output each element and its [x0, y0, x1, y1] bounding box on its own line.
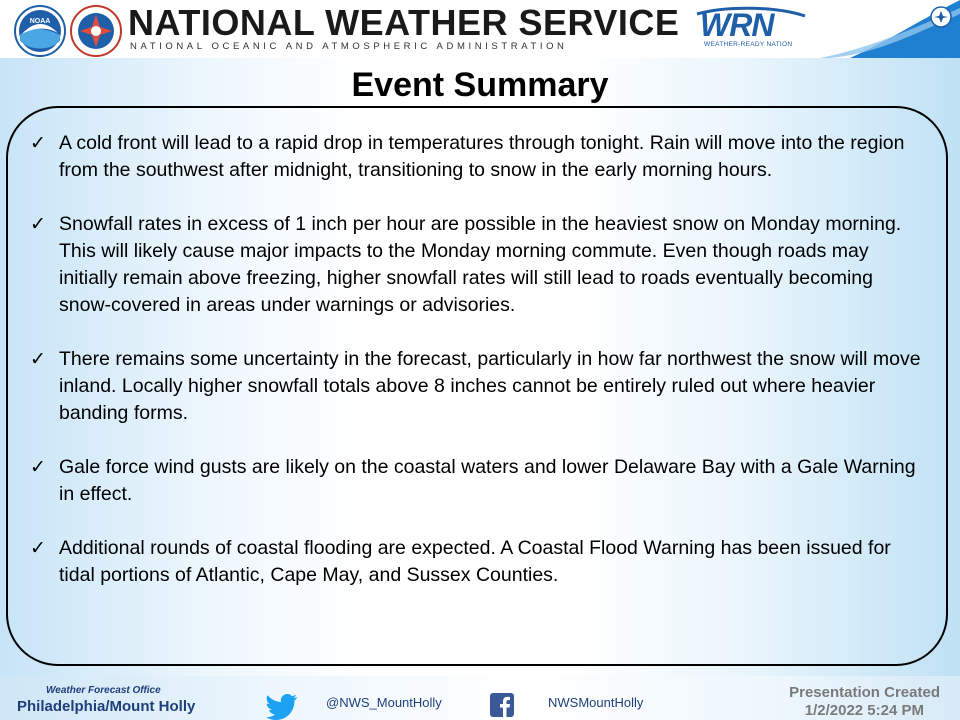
- twitter-icon[interactable]: [266, 694, 298, 720]
- bullet-item: [30, 130, 930, 184]
- svg-text:NOAA: NOAA: [29, 18, 51, 25]
- bullet-item: [30, 211, 930, 319]
- bullet-text: Gale force wind gusts are likely on the coastal waters and lower Delaware Bay with a Gale Warning in effect.: [59, 456, 916, 505]
- wrn-logo-text: WRN: [700, 7, 774, 43]
- twitter-handle[interactable]: @NWS_MountHolly: [326, 695, 442, 710]
- bullet-item: [30, 346, 930, 427]
- org-subtitle: NATIONAL OCEANIC AND ATMOSPHERIC ADMINISTRATION: [130, 41, 568, 52]
- check-icon: ✓: [30, 457, 46, 478]
- bullet-item: [30, 454, 930, 508]
- bullet-text: A cold front will lead to a rapid drop in temperatures through tonight. Rain will move into the region from the southwest after midnight, transitioning to snow in the early morning hours.: [59, 132, 905, 181]
- bullet-text: Snowfall rates in excess of 1 inch per hour are possible in the heaviest snow on Monday morning. This will likely cause major impacts to the Monday morning commute. Even though roads may initially remain above freezing, higher snowfall rates will still lead to roads eventually becoming snow-covered in areas under warnings or advisories.: [59, 213, 902, 316]
- bullet-text: There remains some uncertainty in the forecast, particularly in how far northwest the snow will move inland. Locally higher snowfall totals above 8 inches cannot be entirely ruled out where heavier banding forms.: [59, 348, 921, 424]
- bullet-text: Additional rounds of coastal flooding are expected. A Coastal Flood Warning has been issued for tidal portions of Atlantic, Cape May, and Sussex Counties.: [59, 537, 891, 586]
- slide-body: [0, 58, 960, 676]
- office-name: Philadelphia/Mount Holly: [17, 698, 196, 715]
- bullet-item: [30, 535, 930, 589]
- bullet-list: [30, 130, 930, 589]
- facebook-icon[interactable]: [490, 693, 514, 717]
- org-name: NATIONAL WEATHER SERVICE: [128, 2, 680, 43]
- facebook-handle[interactable]: NWSMountHolly: [548, 695, 644, 710]
- commerce-seal-icon: [930, 6, 952, 28]
- slide-title: Event Summary: [351, 66, 609, 104]
- noaa-logo-icon: [14, 5, 66, 57]
- check-icon: ✓: [30, 349, 46, 370]
- office-label: Weather Forecast Office: [46, 685, 161, 696]
- presentation-created-label: Presentation Created: [789, 684, 940, 701]
- check-icon: ✓: [30, 133, 46, 154]
- check-icon: ✓: [30, 538, 46, 559]
- footer-bar: [0, 676, 960, 720]
- header-banner: [0, 0, 960, 58]
- presentation-created-date: 1/2/2022 5:24 PM: [804, 702, 924, 719]
- check-icon: ✓: [30, 214, 46, 235]
- nws-logo-icon: [70, 5, 122, 57]
- wrn-subtitle: WEATHER-READY NATION: [704, 41, 793, 48]
